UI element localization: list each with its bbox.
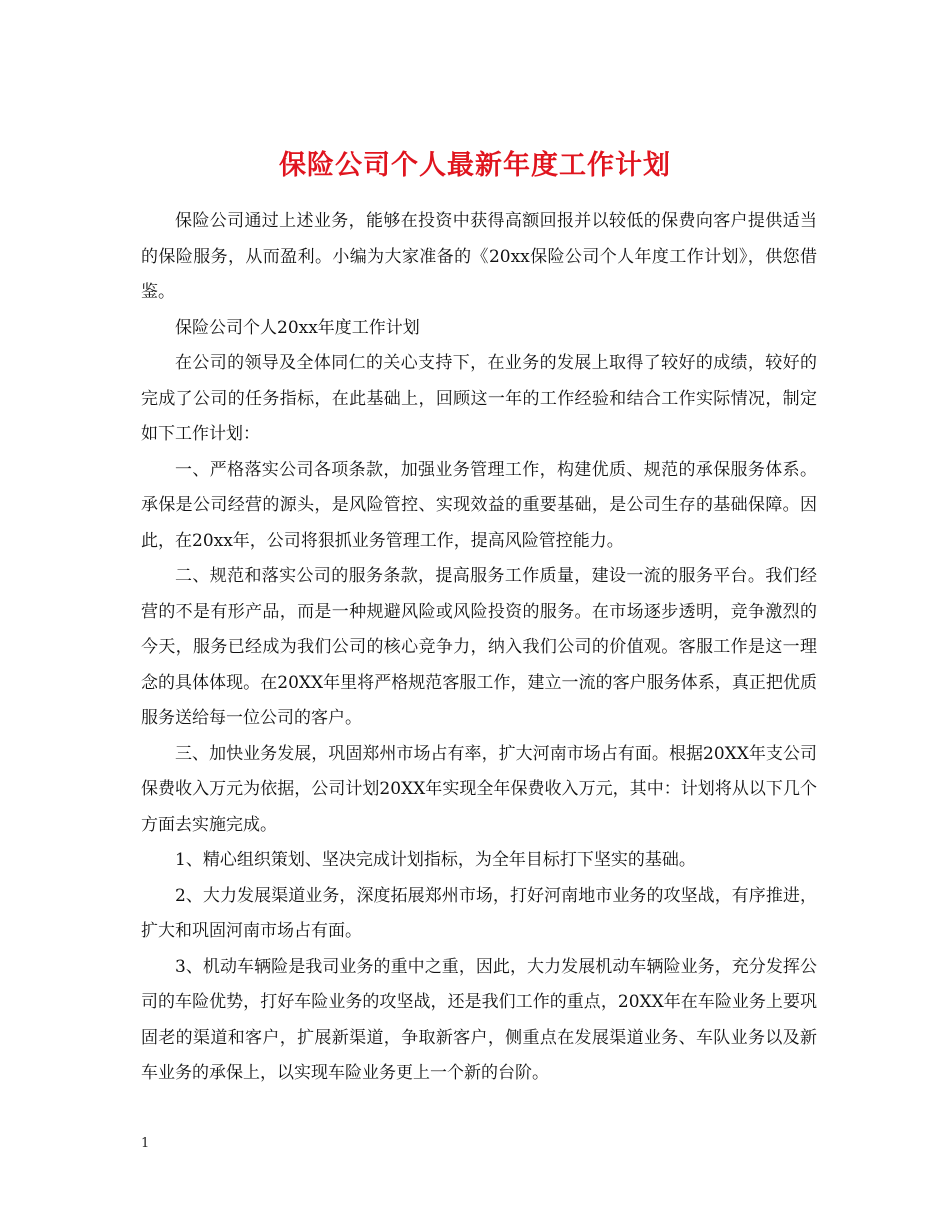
document-title: 保险公司个人最新年度工作计划	[279, 150, 671, 182]
paragraph-section-1: 一、严格落实公司各项条款，加强业务管理工作，构建优质、规范的承保服务体系。承保是公司经营的源头，是风险管控、实现效益的重要基础，是公司生存的基础保障。因此，在20xx年，公司将狠抓业务管理工作，提高风险管控能力。	[141, 459, 817, 551]
paragraph-item-1: 1、精心组织策划、坚决完成计划指标，为全年目标打下坚实的基础。	[175, 850, 696, 870]
paragraph-item-3: 3、机动车辆险是我司业务的重中之重，因此，大力发展机动车辆险业务，充分发挥公司的车险优势，打好车险业务的攻坚战，还是我们工作的重点，20XX年在车险业务上要巩固老的渠道和客户，扩展新渠道，争取新客户，侧重点在发展渠道业务、车队业务以及新车业务的承保上，以实现车险业务更上一个新的台阶。	[141, 956, 817, 1083]
paragraph-overview: 在公司的领导及全体同仁的关心支持下，在业务的发展上取得了较好的成绩，较好的完成了公司的任务指标，在此基础上，回顾这一年的工作经验和结合工作实际情况，制定如下工作计划：	[141, 353, 817, 444]
paragraph-item-2: 2、大力发展渠道业务，深度拓展郑州市场，打好河南地市业务的攻坚战，有序推进，扩大和巩固河南市场占有面。	[141, 885, 817, 941]
paragraph-intro: 保险公司通过上述业务，能够在投资中获得高额回报并以较低的保费向客户提供适当的保险服务，从而盈利。小编为大家准备的《20xx保险公司个人年度工作计划》，供您借鉴。	[141, 211, 817, 302]
page-number: 1	[141, 1136, 150, 1151]
document-body	[141, 204, 817, 1092]
paragraph-section-2: 二、规范和落实公司的服务条款，提高服务工作质量，建设一流的服务平台。我们经营的不是有形产品，而是一种规避风险或风险投资的服务。在市场逐步透明，竞争激烈的今天，服务已经成为我们公司的核心竞争力，纳入我们公司的价值观。客服工作是这一理念的具体体现。在20XX年里将严格规范客服工作，建立一流的客户服务体系，真正把优质服务送给每一位公司的客户。	[141, 566, 817, 728]
paragraph-subtitle: 保险公司个人20xx年度工作计划	[175, 317, 420, 338]
paragraph-section-3: 三、加快业务发展，巩固郑州市场占有率，扩大河南市场占有面。根据20XX年支公司保费收入万元为依据，公司计划20XX年实现全年保费收入万元，其中：计划将从以下几个方面去实施完成。	[141, 743, 817, 835]
